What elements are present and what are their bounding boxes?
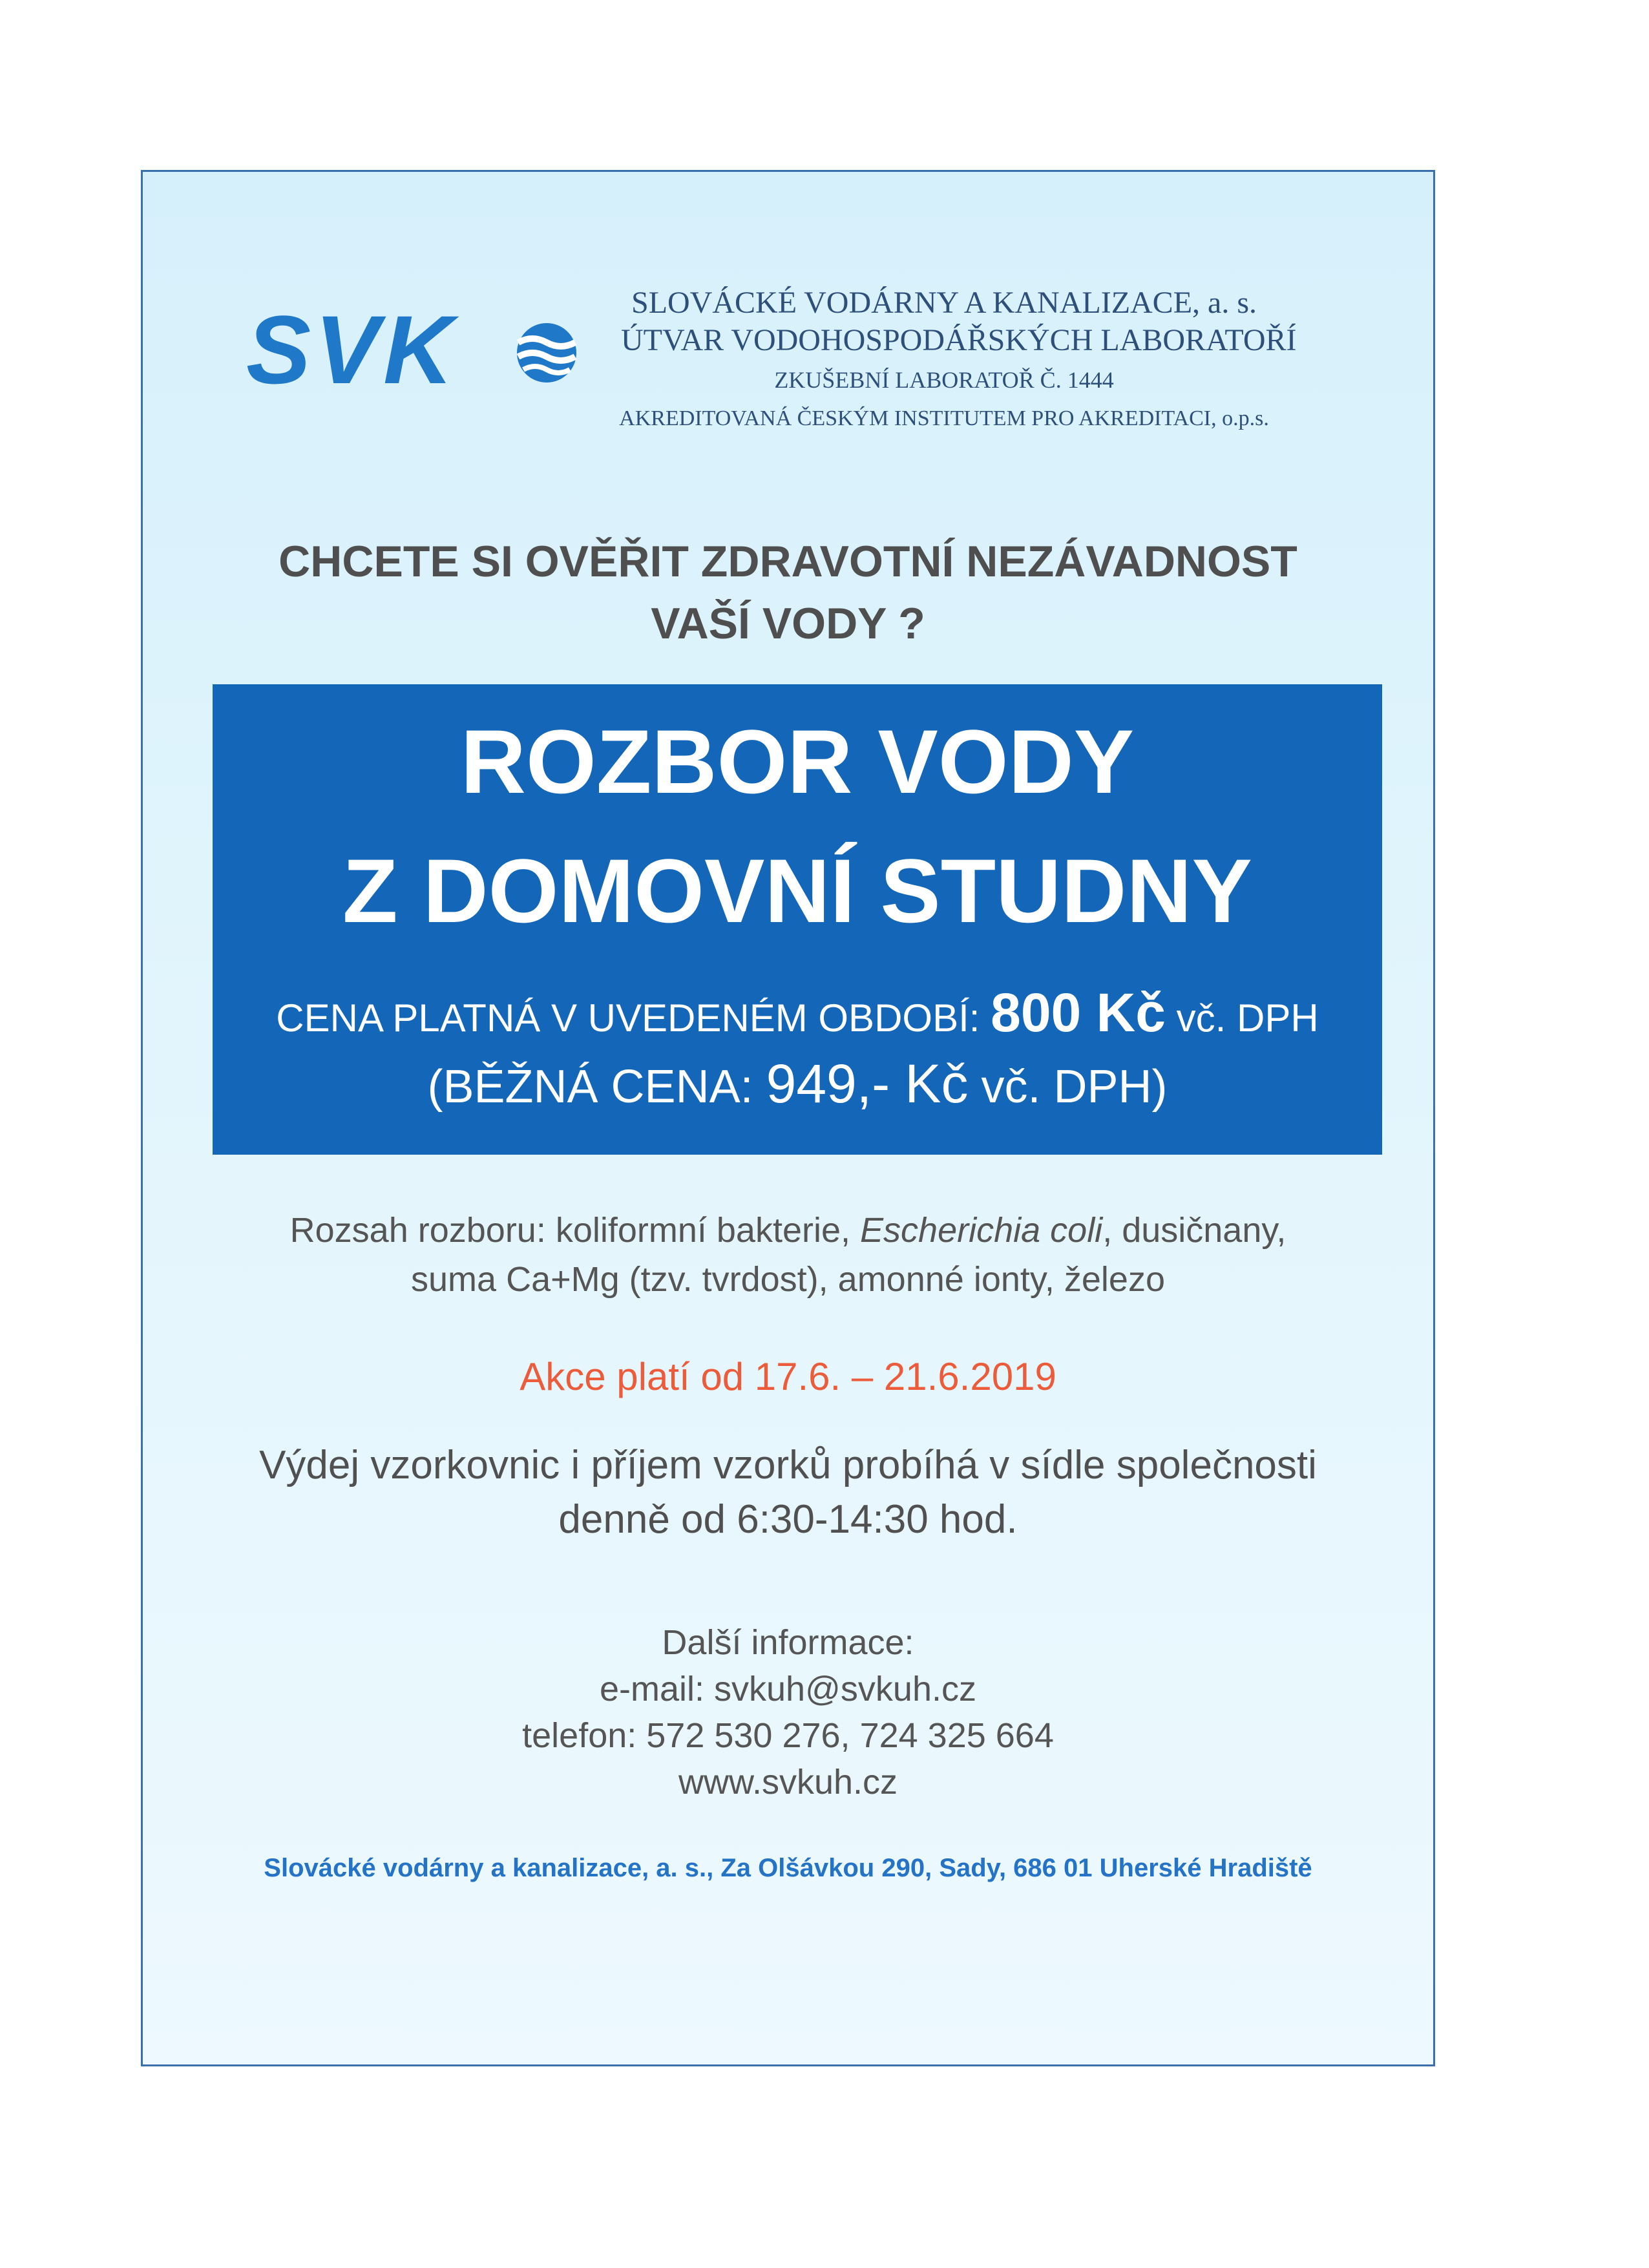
logo-text: SVK [246, 295, 457, 404]
banner-title-line-1: ROZBOR VODY [460, 711, 1135, 812]
company-address: Slovácké vodárny a kanalizace, a. s., Za Olšávkou 290, Sady, 686 01 Uherské Hradiště [264, 1854, 1312, 1882]
scope-bacteria-name: Escherichia coli [860, 1211, 1103, 1250]
contact-web-link[interactable]: www.svkuh.cz [678, 1763, 898, 1801]
contact-phone: telefon: 572 530 276, 724 325 664 [522, 1716, 1054, 1755]
promo-price-value: 800 Kč [991, 982, 1166, 1043]
promo-price-line [213, 982, 1382, 1044]
analysis-scope [143, 1206, 1433, 1304]
question-line-2: VAŠÍ VODY ? [651, 599, 925, 648]
regular-price-suffix: vč. DPH) [981, 1061, 1168, 1113]
water-wave-icon [514, 320, 579, 385]
regular-price-label: (BĚŽNÁ CENA: [427, 1061, 753, 1113]
accreditation-note: AKREDITOVANÁ ČESKÝM INSTITUTEM PRO AKREDITACI, o.p.s. [619, 406, 1269, 430]
pickup-line-2: denně od 6:30-14:30 hod. [558, 1497, 1018, 1542]
regular-price-value: 949,- Kč [766, 1053, 969, 1114]
lab-number: ZKUŠEBNÍ LABORATOŘ Č. 1444 [774, 367, 1114, 393]
scope-line-1-suffix: , dusičnany, [1102, 1211, 1287, 1250]
promo-price-label: CENA PLATNÁ V UVEDENÉM OBDOBÍ: [276, 996, 980, 1040]
contact-info [143, 1619, 1433, 1805]
regular-price-line [213, 1053, 1382, 1115]
banner-title-line-2: Z DOMOVNÍ STUDNY [342, 840, 1252, 941]
question-line-1: CHCETE SI OVĚŘIT ZDRAVOTNÍ NEZÁVADNOST [278, 537, 1297, 586]
pickup-info [143, 1438, 1433, 1547]
pickup-line-1: Výdej vzorkovnic i příjem vzorků probíhá v sídle společnosti [259, 1443, 1317, 1487]
org-name: SLOVÁCKÉ VODÁRNY A KANALIZACE, a. s. [631, 286, 1257, 320]
department-name: ÚTVAR VODOHOSPODÁŘSKÝCH LABORATOŘÍ [621, 323, 1297, 357]
action-dates: Akce platí od 17.6. – 21.6.2019 [520, 1355, 1056, 1398]
svk-logo [246, 295, 582, 404]
contact-email[interactable]: e-mail: svkuh@svkuh.cz [600, 1670, 976, 1708]
info-heading: Další informace: [662, 1623, 914, 1662]
scope-line-2: suma Ca+Mg (tzv. tvrdost), amonné ionty, železo [411, 1260, 1165, 1299]
headline-question [143, 530, 1433, 655]
promo-price-suffix: vč. DPH [1176, 996, 1319, 1040]
scope-line-1-prefix: Rozsah rozboru: koliformní bakterie, [289, 1211, 851, 1250]
poster [141, 170, 1435, 2066]
offer-banner [213, 684, 1382, 1155]
scope-line-1 [143, 1206, 1433, 1255]
